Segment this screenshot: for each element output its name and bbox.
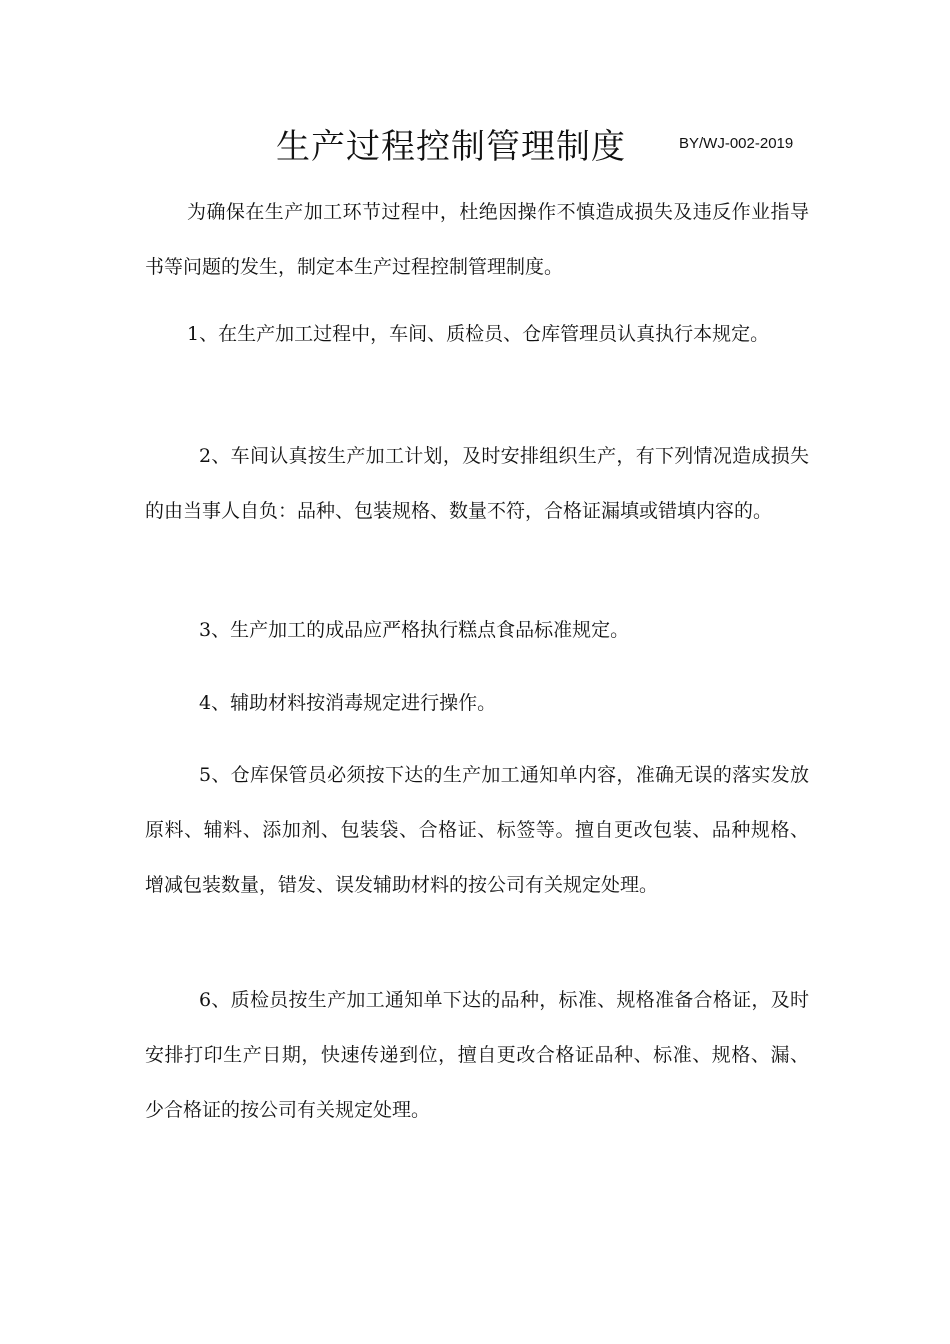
- rule-item-4: 4、辅助材料按消毒规定进行操作。: [199, 692, 497, 714]
- rule-item-5: 5、仓库保管员必须按下达的生产加工通知单内容，准确无误的落实发放原料、辅料、添加剂、包装袋、合格证、标签等。擅自更改包装、品种规格、增减包装数量，错发、误发辅助材料的按公司有关规定处理。: [145, 764, 809, 896]
- rule-item-6: 6、质检员按生产加工通知单下达的品种，标准、规格准备合格证，及时安排打印生产日期，快速传递到位，擅自更改合格证品种、标准、规格、漏、少合格证的按公司有关规定处理。: [145, 989, 809, 1121]
- rule-item-2: 2、车间认真按生产加工计划，及时安排组织生产，有下列情况造成损失的由当事人自负：品种、包装规格、数量不符，合格证漏填或错填内容的。: [145, 445, 809, 522]
- document-code: BY/WJ-002-2019: [679, 135, 794, 152]
- rule-item-1: 1、在生产加工过程中，车间、质检员、仓库管理员认真执行本规定。: [187, 323, 770, 345]
- document-title: 生产过程控制管理制度: [276, 126, 626, 167]
- rule-item-3: 3、生产加工的成品应严格执行糕点食品标准规定。: [199, 619, 630, 641]
- intro-paragraph: 为确保在生产加工环节过程中，杜绝因操作不慎造成损失及违反作业指导书等问题的发生，制定本生产过程控制管理制度。: [145, 201, 809, 278]
